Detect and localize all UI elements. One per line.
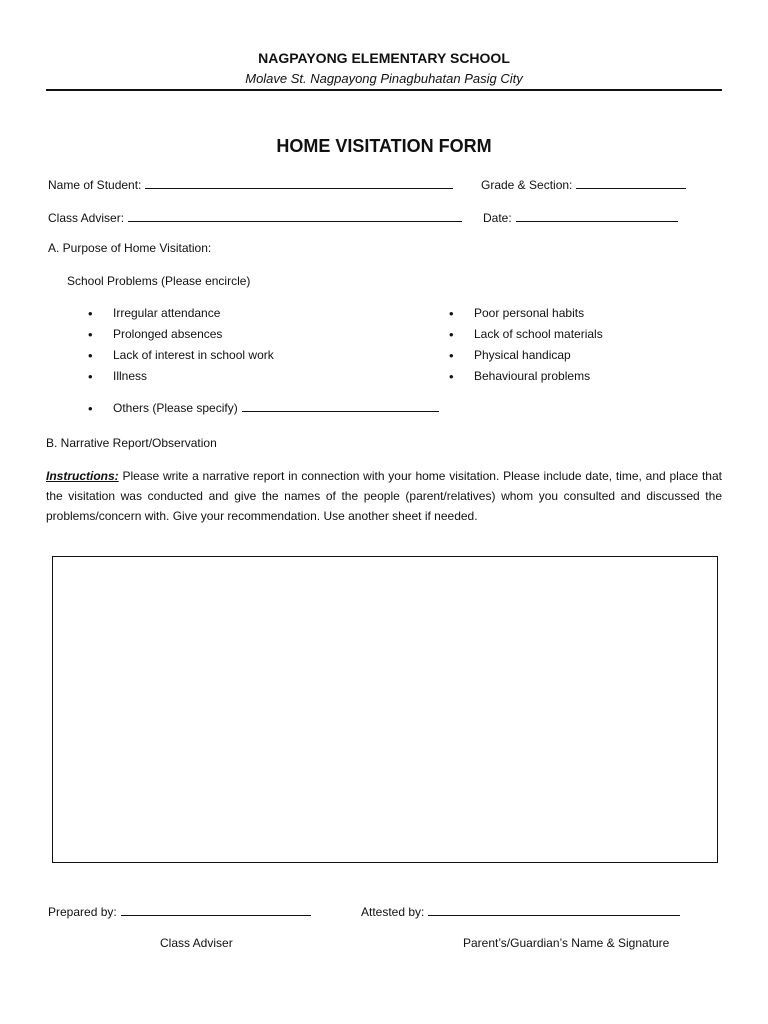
header-divider	[46, 89, 722, 91]
section-b-heading: B. Narrative Report/Observation	[46, 436, 217, 450]
instructions-label: Instructions:	[46, 469, 119, 483]
problem-item[interactable]: • Poor personal habits	[449, 303, 603, 324]
problem-item[interactable]: • Lack of interest in school work	[88, 345, 274, 366]
class-adviser-field[interactable]	[48, 209, 462, 225]
problem-item[interactable]: • Lack of school materials	[449, 324, 603, 345]
prepared-by-label: Prepared by:	[48, 905, 117, 919]
prepared-by-caption: Class Adviser	[160, 936, 233, 950]
student-name-field[interactable]	[48, 176, 453, 192]
section-a-heading: A. Purpose of Home Visitation:	[48, 241, 212, 255]
problem-item[interactable]: • Behavioural problems	[449, 366, 603, 387]
attested-by-blank[interactable]	[428, 903, 680, 916]
grade-section-label: Grade & Section:	[481, 178, 573, 192]
form-title: HOME VISITATION FORM	[276, 136, 492, 156]
attested-by-label: Attested by:	[361, 905, 425, 919]
problem-item[interactable]: • Irregular attendance	[88, 303, 274, 324]
student-name-blank[interactable]	[145, 176, 453, 189]
date-field[interactable]	[483, 209, 678, 225]
instructions-paragraph	[46, 466, 722, 526]
instructions-text: Please write a narrative report in connection with your home visitation. Please include date, time, and place that the visitation was conducted and give the names of the people (parent/relatives) whom you consulted and discussed the problems/concern with. Give your recommendation. Use another sheet if needed.	[46, 469, 722, 523]
date-label: Date:	[483, 211, 512, 225]
grade-section-blank[interactable]	[576, 176, 686, 189]
others-label: Others (Please specify)	[113, 401, 238, 415]
school-address: Molave St. Nagpayong Pinagbuhatan Pasig City	[245, 71, 523, 86]
problem-item[interactable]: • Illness	[88, 366, 274, 387]
problems-list-right	[449, 303, 603, 387]
school-name: NAGPAYONG ELEMENTARY SCHOOL	[258, 50, 510, 66]
attested-by-field[interactable]	[361, 903, 680, 919]
attested-by-caption: Parent’s/Guardian’s Name & Signature	[463, 936, 670, 950]
student-name-label: Name of Student:	[48, 178, 142, 192]
date-blank[interactable]	[516, 209, 678, 222]
class-adviser-blank[interactable]	[128, 209, 462, 222]
others-list	[88, 398, 439, 419]
problem-item[interactable]: • Physical handicap	[449, 345, 603, 366]
problem-item[interactable]: • Prolonged absences	[88, 324, 274, 345]
narrative-report-box[interactable]	[52, 556, 718, 863]
others-blank[interactable]	[242, 399, 439, 412]
prepared-by-blank[interactable]	[121, 903, 311, 916]
problems-list-left	[88, 303, 274, 387]
prepared-by-field[interactable]	[48, 903, 311, 919]
others-item[interactable]	[88, 398, 439, 419]
grade-section-field[interactable]	[481, 176, 686, 192]
section-a-subheading: School Problems (Please encircle)	[67, 274, 251, 288]
class-adviser-label: Class Adviser:	[48, 211, 125, 225]
